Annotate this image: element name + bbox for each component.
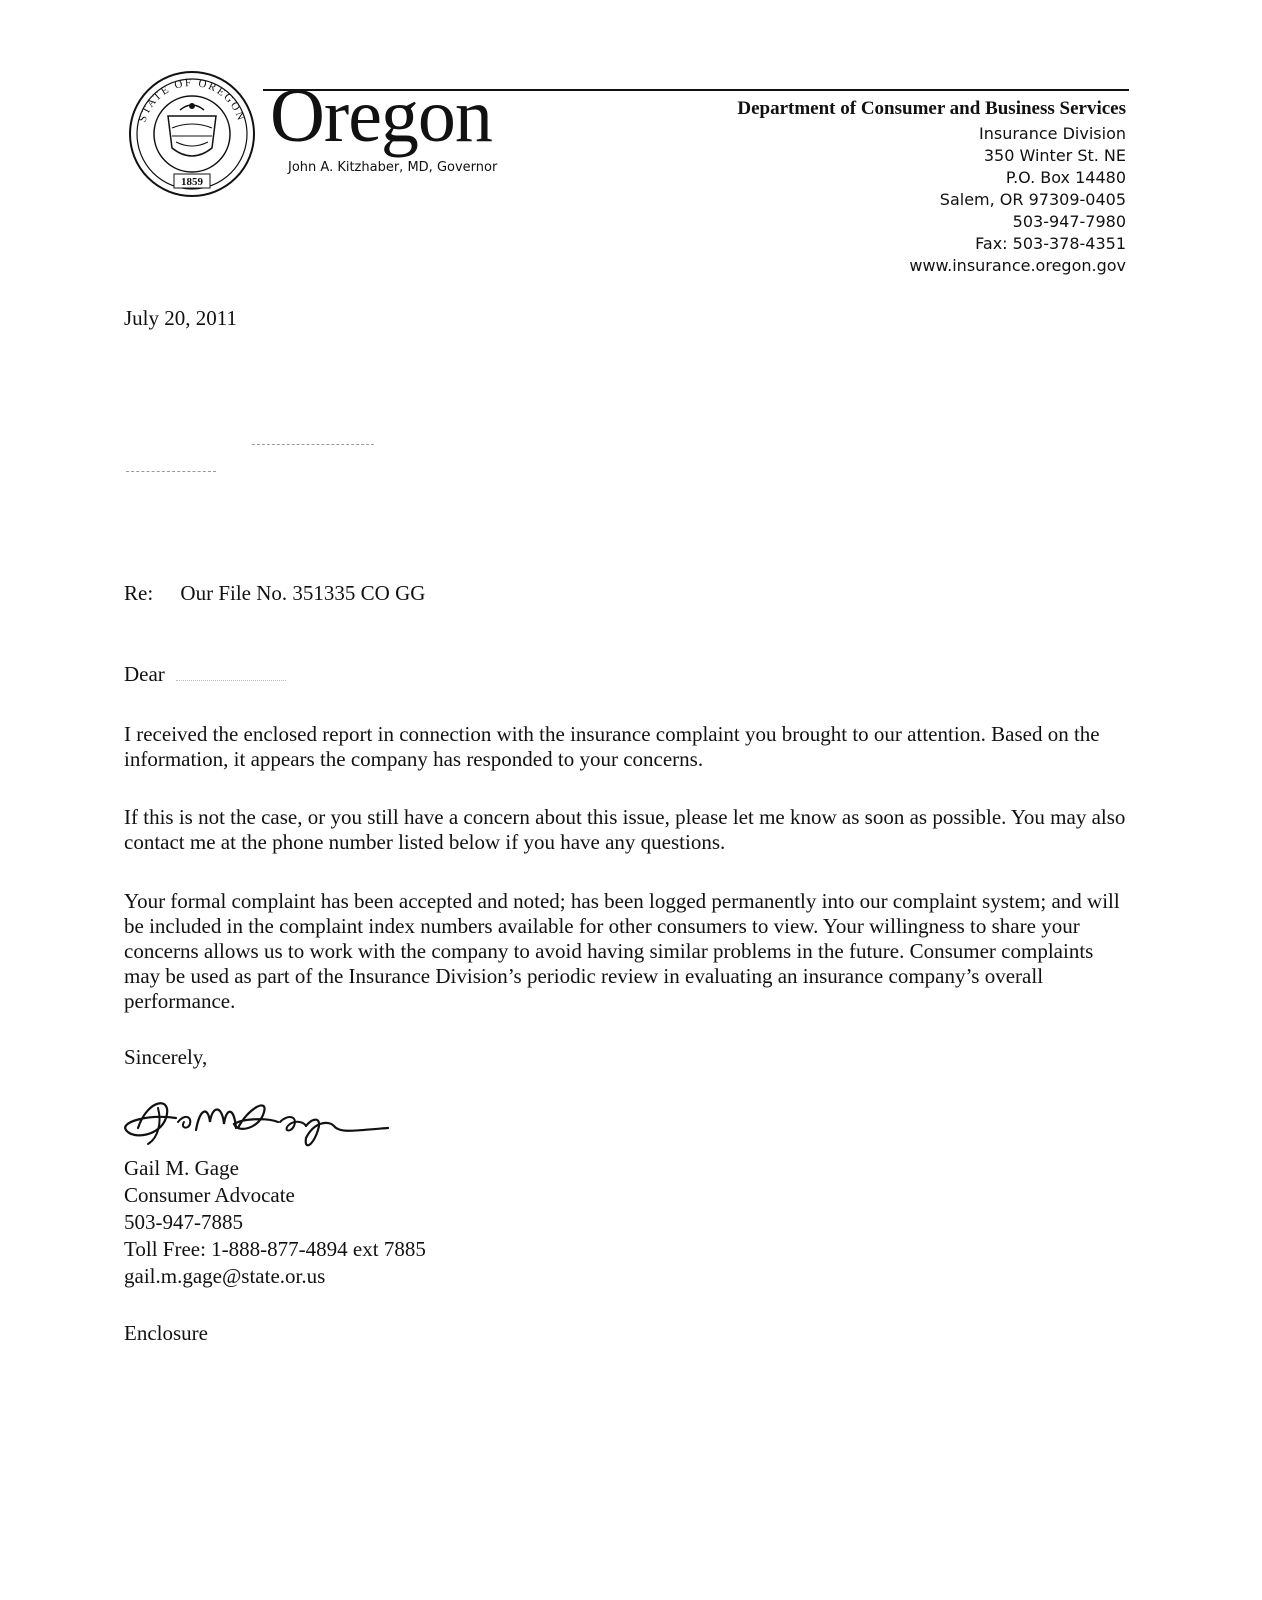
- signer-toll-free: Toll Free: 1-888-877-4894 ext 7885: [124, 1237, 426, 1261]
- reference-line: [124, 580, 425, 606]
- reference-label: Re:: [124, 581, 154, 605]
- department-address-block: [737, 97, 1126, 277]
- signer-phone: 503-947-7885: [124, 1210, 243, 1234]
- enclosure-note: Enclosure: [124, 1321, 208, 1345]
- signer-email: gail.m.gage@state.or.us: [124, 1264, 326, 1288]
- seal-text: STATE OF OREGON: [136, 76, 248, 124]
- body-paragraph: If this is not the case, or you still have a concern about this issue, please let me know as soon as possible. You may also contact me at the phone number listed below if you have any questions.: [124, 805, 1126, 854]
- salutation-text: Dear: [124, 662, 165, 686]
- signature-block: [124, 1155, 426, 1290]
- oregon-logo-wordmark: Oregon: [270, 74, 492, 158]
- signer-title: Consumer Advocate: [124, 1183, 295, 1207]
- seal-year: 1859: [181, 176, 203, 188]
- address-line: 503-947-7980: [1012, 212, 1126, 231]
- address-line: Fax: 503-378-4351: [975, 234, 1126, 253]
- salutation: [124, 661, 286, 687]
- redacted-recipient-name: [176, 680, 286, 681]
- signer-name: Gail M. Gage: [124, 1156, 239, 1180]
- handwritten-signature: [118, 1078, 394, 1158]
- closing: Sincerely,: [124, 1045, 208, 1069]
- body-paragraph: I received the enclosed report in connection with the insurance complaint you brought to our attention. Based on the information, it appears the company has responded to your concerns.: [124, 722, 1100, 771]
- address-line: Insurance Division: [979, 124, 1126, 143]
- address-line: 350 Winter St. NE: [983, 146, 1126, 165]
- state-seal-logo: [128, 70, 256, 198]
- letter-date: July 20, 2011: [124, 306, 237, 330]
- file-number: Our File No. 351335 CO GG: [180, 581, 426, 605]
- body-paragraph: Your formal complaint has been accepted and noted; has been logged permanently into our complaint system; and will be included in the complaint index numbers available for other consumers to view. Your willingness to share your concerns allows us to work with the company to avoid having similar problems in the future. Consumer complaints may be used as part of the Insurance Division’s periodic review in evaluating an insurance company’s overall performance.: [124, 889, 1120, 1013]
- website-line: www.insurance.oregon.gov: [909, 256, 1126, 275]
- governor-line: John A. Kitzhaber, MD, Governor: [288, 160, 498, 175]
- address-line: P.O. Box 14480: [1005, 168, 1126, 187]
- address-line: Salem, OR 97309-0405: [939, 190, 1126, 209]
- department-name: Department of Consumer and Business Services: [737, 98, 1126, 119]
